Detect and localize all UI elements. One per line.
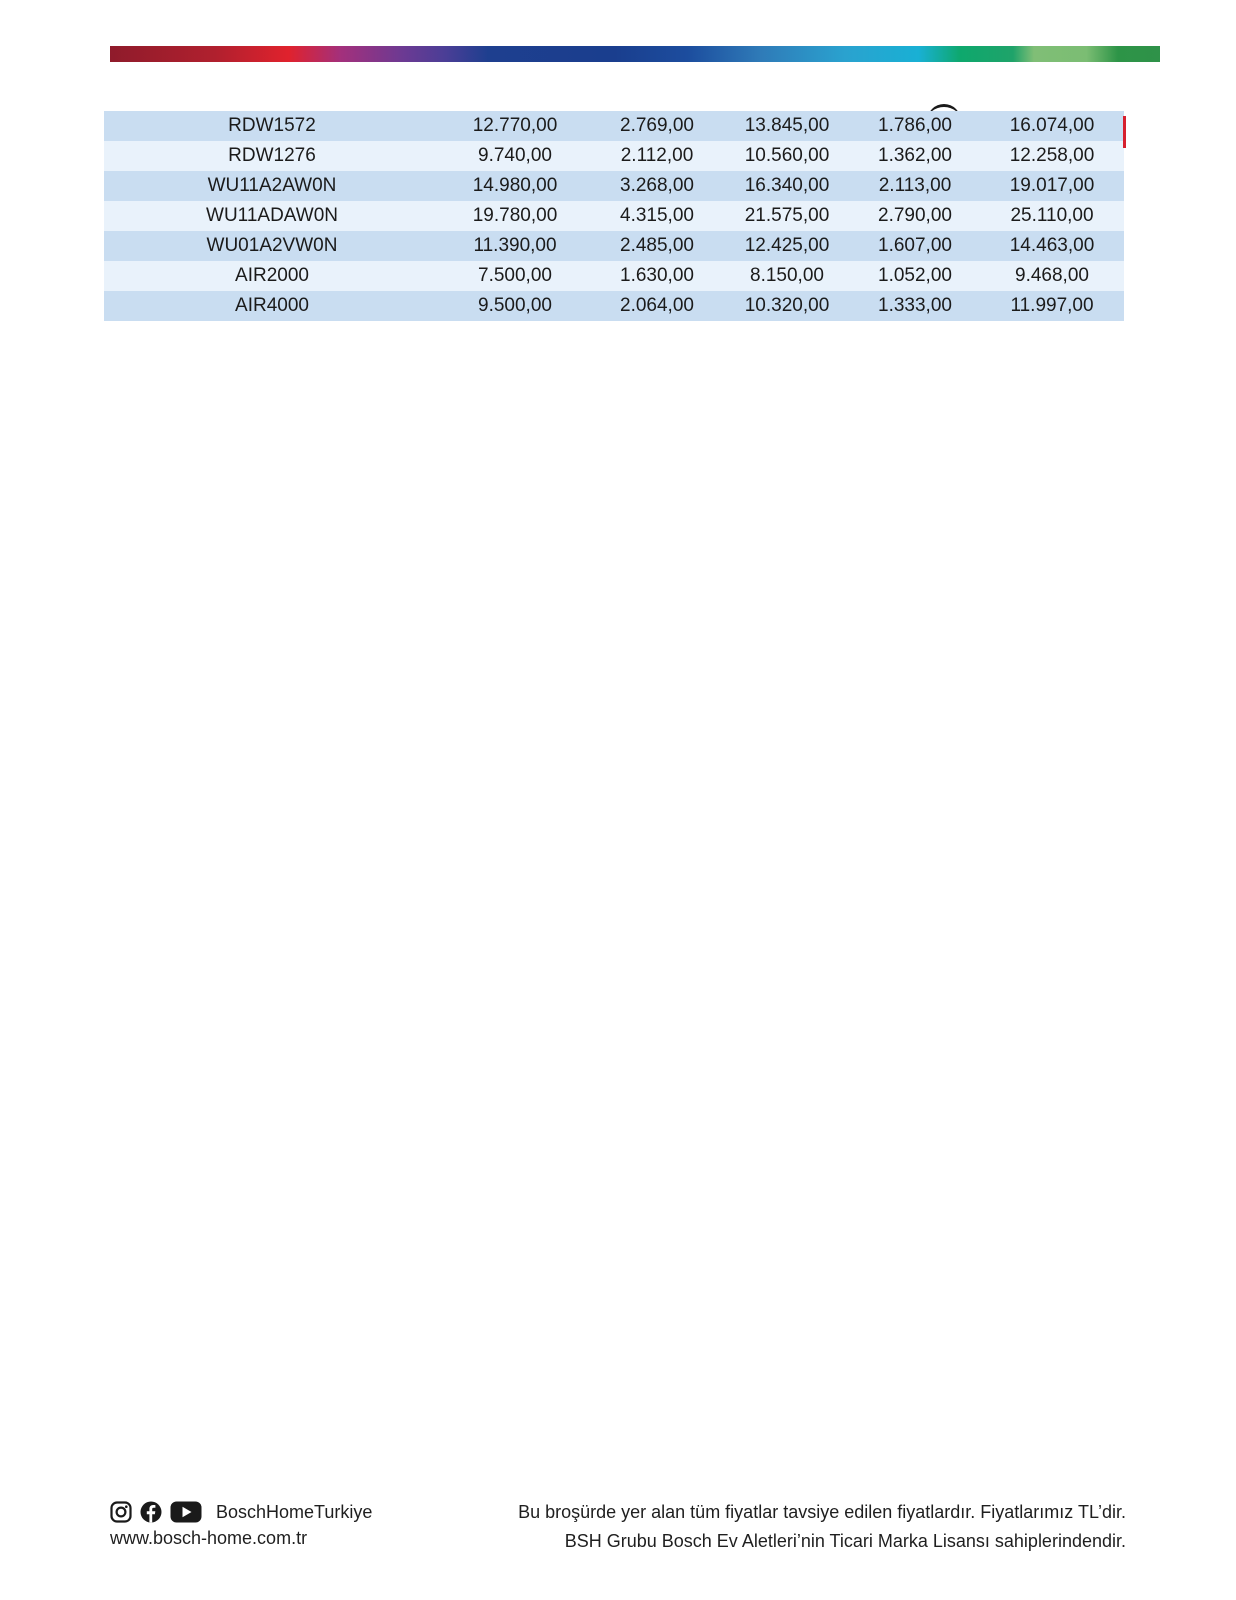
brand-color-bar [110, 46, 1160, 62]
price-cell: 1.362,00 [850, 141, 980, 171]
price-cell: 11.390,00 [440, 231, 590, 261]
price-cell: 9.740,00 [440, 141, 590, 171]
price-cell: 1.786,00 [850, 111, 980, 141]
table-row [104, 141, 1124, 171]
footer [110, 1498, 1126, 1558]
disclaimer-line-2: BSH Grubu Bosch Ev Aletleri’nin Ticari Marka Lisansı sahiplerindendir. [564, 1531, 1126, 1551]
table-row [104, 171, 1124, 201]
product-code-cell: WU11ADAW0N [104, 201, 440, 231]
price-cell: 1.607,00 [850, 231, 980, 261]
product-code-cell: RDW1572 [104, 111, 440, 141]
price-cell: 19.780,00 [440, 201, 590, 231]
price-table [104, 111, 1124, 321]
price-cell: 9.468,00 [980, 261, 1124, 291]
product-code-cell: WU11A2AW0N [104, 171, 440, 201]
price-cell: 14.463,00 [980, 231, 1124, 261]
price-cell: 10.320,00 [724, 291, 850, 321]
table-row [104, 201, 1124, 231]
price-cell: 1.052,00 [850, 261, 980, 291]
price-cell: 8.150,00 [724, 261, 850, 291]
price-cell: 25.110,00 [980, 201, 1124, 231]
price-cell: 16.340,00 [724, 171, 850, 201]
price-cell: 2.064,00 [590, 291, 724, 321]
instagram-icon[interactable] [110, 1501, 132, 1523]
red-edge-marker [1123, 116, 1126, 148]
price-cell: 2.112,00 [590, 141, 724, 171]
disclaimer-line-1: Bu broşürde yer alan tüm fiyatlar tavsiye edilen fiyatlardır. Fiyatlarımız TL’dir. [518, 1502, 1126, 1522]
disclaimer [518, 1498, 1126, 1556]
social-handle[interactable]: BoschHomeTurkiye [216, 1501, 373, 1522]
price-cell: 7.500,00 [440, 261, 590, 291]
youtube-icon[interactable] [170, 1501, 202, 1523]
product-code-cell: AIR2000 [104, 261, 440, 291]
table-row [104, 111, 1124, 141]
price-cell: 10.560,00 [724, 141, 850, 171]
price-cell: 1.630,00 [590, 261, 724, 291]
price-cell: 19.017,00 [980, 171, 1124, 201]
price-cell: 9.500,00 [440, 291, 590, 321]
price-table-body [104, 111, 1124, 321]
price-cell: 12.770,00 [440, 111, 590, 141]
price-cell: 1.333,00 [850, 291, 980, 321]
product-code-cell: WU01A2VW0N [104, 231, 440, 261]
product-code-cell: RDW1276 [104, 141, 440, 171]
price-cell: 2.769,00 [590, 111, 724, 141]
price-cell: 11.997,00 [980, 291, 1124, 321]
price-cell: 2.113,00 [850, 171, 980, 201]
website-link[interactable]: www.bosch-home.com.tr [110, 1528, 308, 1548]
price-cell: 16.074,00 [980, 111, 1124, 141]
price-cell: 14.980,00 [440, 171, 590, 201]
price-cell: 2.790,00 [850, 201, 980, 231]
price-cell: 4.315,00 [590, 201, 724, 231]
facebook-icon[interactable] [140, 1501, 162, 1523]
price-cell: 13.845,00 [724, 111, 850, 141]
table-row [104, 261, 1124, 291]
price-cell: 12.425,00 [724, 231, 850, 261]
price-cell: 21.575,00 [724, 201, 850, 231]
table-row [104, 291, 1124, 321]
product-code-cell: AIR4000 [104, 291, 440, 321]
social-links [110, 1498, 372, 1526]
price-cell: 12.258,00 [980, 141, 1124, 171]
price-cell: 3.268,00 [590, 171, 724, 201]
table-row [104, 231, 1124, 261]
price-cell: 2.485,00 [590, 231, 724, 261]
